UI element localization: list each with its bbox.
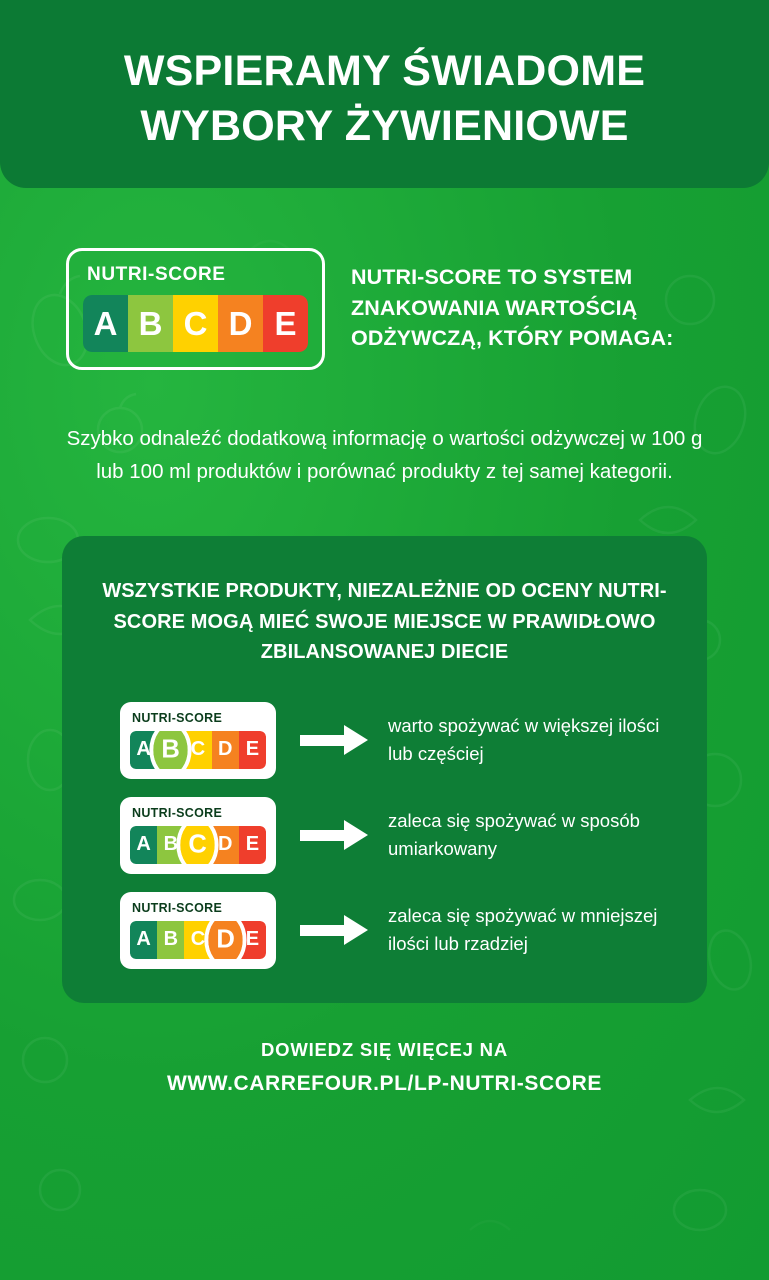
nutri-score-scale — [130, 731, 266, 769]
scale-cell-c: C — [173, 295, 218, 352]
scale-cell-a: A — [130, 826, 157, 864]
advice-row-text: zaleca się spożywać w sposób umiarkowany — [388, 810, 640, 860]
nutri-score-label: NUTRI-SCORE — [87, 264, 226, 286]
scale-cell-e: E — [239, 921, 266, 959]
page-title-line-2: WYBORY ŻYWIENIOWE — [140, 102, 629, 151]
nutri-score-badge-small-d — [120, 892, 276, 969]
intro-paragraph: Szybko odnaleźć dodatkową informację o wartości odżywczej w 100 g lub 100 ml produktów i porównać produkty z tej samej kategorii. — [66, 427, 703, 484]
scale-cell-c: C — [184, 921, 211, 959]
nutri-score-badge-small-b — [120, 702, 276, 779]
nutri-score-scale — [83, 295, 308, 352]
scale-cell-e: E — [263, 295, 308, 352]
advice-row — [92, 797, 677, 874]
advice-row-text: warto spożywać w większej ilości lub częściej — [388, 715, 660, 765]
intro-section — [0, 188, 769, 370]
advice-row — [92, 892, 677, 969]
scale-cell-c: C — [184, 731, 211, 769]
advice-rows — [92, 702, 677, 969]
footer-url[interactable]: WWW.CARREFOUR.PL/LP-NUTRI-SCORE — [166, 1071, 603, 1095]
arrow-right-icon — [300, 725, 374, 755]
scale-cell-b: B — [157, 921, 184, 959]
advice-card-heading: WSZYSTKIE PRODUKTY, NIEZALEŻNIE OD OCENY NUTRI-SCORE MOGĄ MIEĆ SWOJE MIEJSCE W PRAWIDŁOWO ZBILANSOWANEJ DIECIE — [102, 580, 667, 664]
scale-cell-d: D — [218, 295, 263, 352]
scale-cell-e: E — [239, 731, 266, 769]
nutri-score-label: NUTRI-SCORE — [132, 900, 223, 915]
scale-cell-d-highlighted: D — [208, 921, 243, 959]
nutri-score-badge-large — [66, 248, 325, 370]
footer — [0, 1003, 769, 1124]
arrow-right-icon — [300, 820, 374, 850]
scale-cell-a: A — [83, 295, 128, 352]
advice-row — [92, 702, 677, 779]
scale-cell-e: E — [239, 826, 266, 864]
scale-cell-c-highlighted: C — [181, 826, 216, 864]
footer-cta-text: DOWIEDZ SIĘ WIĘCEJ NA — [260, 1038, 509, 1060]
intro-heading: NUTRI-SCORE TO SYSTEM ZNAKOWANIA WARTOŚCIĄ ODŻYWCZĄ, KTÓRY POMAGA: — [351, 265, 674, 351]
scale-cell-b: B — [157, 826, 184, 864]
arrow-right-icon — [300, 915, 374, 945]
nutri-score-label: NUTRI-SCORE — [132, 805, 223, 820]
nutri-score-label: NUTRI-SCORE — [132, 710, 223, 725]
nutri-score-badge-small-c — [120, 797, 276, 874]
scale-cell-b: B — [128, 295, 173, 352]
header-banner — [0, 0, 769, 188]
advice-row-text: zaleca się spożywać w mniejszej ilości lub rzadziej — [388, 905, 658, 955]
scale-cell-d: D — [212, 826, 239, 864]
nutri-score-scale — [130, 921, 266, 959]
scale-cell-b-highlighted: B — [153, 731, 188, 769]
page-title-line-1: WSPIERAMY ŚWIADOME — [123, 47, 646, 95]
advice-card — [62, 536, 707, 1002]
scale-cell-a: A — [130, 731, 157, 769]
nutri-score-scale — [130, 826, 266, 864]
page-title — [40, 44, 729, 154]
scale-cell-d: D — [212, 731, 239, 769]
scale-cell-a: A — [130, 921, 157, 959]
